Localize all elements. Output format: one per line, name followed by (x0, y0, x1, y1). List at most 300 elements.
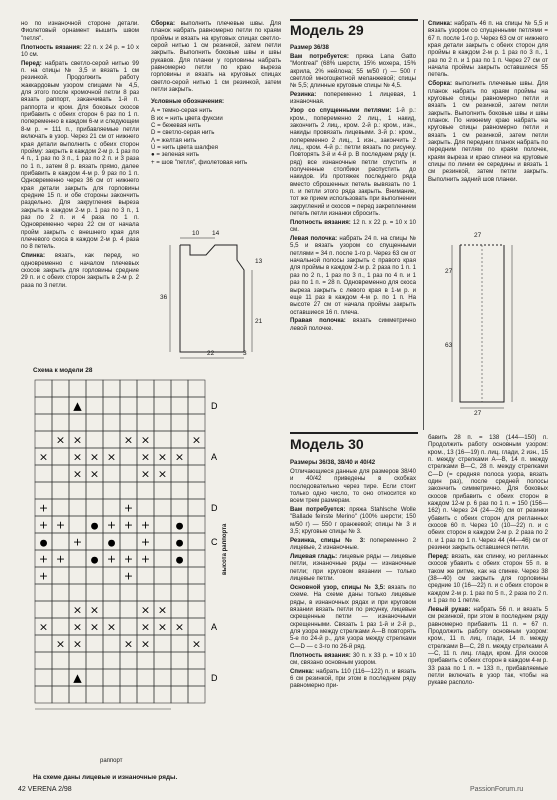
chart-cell (188, 465, 205, 482)
chart-cell (35, 414, 52, 431)
chart-symbol: + (123, 518, 134, 532)
chart-cell (171, 652, 188, 669)
chart-cell (103, 652, 120, 669)
chart-symbol: + (38, 569, 49, 583)
text-column-2 (151, 20, 281, 166)
paragraph-heading: Левая полочка: (290, 235, 338, 243)
model30-rule (290, 432, 418, 434)
chart-cell (86, 414, 103, 431)
model29-text (290, 44, 416, 334)
chart-symbol: + (123, 569, 134, 583)
chart-symbol: × (157, 467, 168, 481)
chart-cell (86, 380, 103, 397)
model30-continued (428, 434, 548, 688)
model29-continued (428, 20, 548, 185)
chart-cell (171, 465, 188, 482)
chart-cell (35, 652, 52, 669)
paragraph-heading: Вам потребуется: (290, 52, 349, 60)
model29-title: Модель 29 (290, 22, 364, 38)
chart-cell (120, 465, 137, 482)
chart-symbol: × (38, 620, 49, 634)
chart-cell (69, 686, 86, 703)
paragraph-heading: Спинка: (21, 252, 45, 260)
paragraph-text: попеременно 1 лицевая, 1 изнаночная. (290, 91, 416, 106)
chart-cell (69, 652, 86, 669)
chart-note: На схеме даны лицевые и изнаночные ряды. (33, 774, 178, 781)
paragraph (21, 252, 139, 289)
chart-symbol: × (157, 603, 168, 617)
chart-cell (52, 465, 69, 482)
chart-cell (69, 380, 86, 397)
chart-symbol: + (106, 552, 117, 566)
chart-cell (137, 380, 154, 397)
paragraph-text: 22 п. х 24 р. = 10 х 10 см. (21, 43, 139, 58)
paragraph-text: 1-й р.: кром., попеременно 2 лиц., 1 накид, закончить 2 лиц., кром. 2-й р.: кром., изн., накиды провязать лицевыми. 3-й р.: кром., попеременно 2 лиц., 1 изн., закончить 2 лиц., кром. 4-й р.: петли вязать по рисунку. Повторять 3-й и 4-й р. В последнем ряду (к. ряд) все изнаночные петли спустить и полученные столбики распустить до накидов. Из протяжек последнего ряда вместо сброшенных петель вывязать по 1 п. и петли этого ряда закрыть. Внимание, тот же прием использовать при выполнении закруглений и скосов = перед закреплением петель петли изнанки сбросить. (290, 107, 416, 218)
text-column-1 (21, 20, 139, 290)
chart-symbol: × (140, 467, 151, 481)
paragraph-text: 30 п. х 33 р. = 10 х 10 см, связано основным узором. (290, 651, 416, 666)
front-schema (160, 230, 263, 360)
chart-cell (120, 448, 137, 465)
chart-symbol: × (72, 620, 83, 634)
chart-cell (154, 669, 171, 686)
chart-cell (103, 584, 120, 601)
paragraph-text: Отличающиеся данные для размеров 38/40 и 40/42 приведены в скобках последовательно через тире. Если стоит только одно число, то оно относится ко всем трем размерам. (290, 467, 416, 505)
chart-cell (86, 652, 103, 669)
chart-cell (154, 380, 171, 397)
jacquard-chart (33, 378, 233, 763)
front-side-height: 21 (255, 318, 263, 325)
chart-cell (103, 635, 120, 652)
chart-cell (120, 652, 137, 669)
chart-symbol: ▲ (73, 671, 82, 685)
paragraph-text: набрать 110 (116—122) п. и вязать 6 см резинкой, при этом в последнем ряду равномерно при- (290, 667, 416, 690)
chart-cell (120, 533, 137, 550)
paragraph-text: бавить 28 п. = 138 (144—150) п. Продолжить работу основным узором: кром., 13 (16—19) п. лиц. глади, 2 изн., 15 п. между стрелками А—В, 14 п. между стрелками В—С, 28 п. между стрелками С—D (= средняя полоса узора, вязать один раз), после средней полосы закончить симметрично. Для боковых скосов прибавить с обеих сторон в каждом 12-м р. 6 раз по 1 п. = 150 (156—162) п. Через 24 (24—26) см от резинки убавить с обеих сторон для регланных скосов 60 п. Через 10 (10—22) п. и с обеих сторон в каждом 2-м р. 2 раза по 2 п. и 1 раз по 1 п. Через 44 (44—46) см от резинки закрыть оставшиеся петли. (428, 434, 548, 552)
paragraph-heading: Левый рукав: (428, 605, 471, 613)
chart-symbol: × (89, 450, 100, 464)
chart-symbol: × (72, 467, 83, 481)
chart-symbol: × (174, 450, 185, 464)
chart-cell (52, 618, 69, 635)
chart-symbol: ● (175, 555, 184, 566)
chart-symbol: × (72, 637, 83, 651)
chart-cell (188, 448, 205, 465)
front-bottom-hem: 3 (243, 350, 247, 357)
chart-cell (120, 686, 137, 703)
chart-cell (35, 397, 52, 414)
chart-cell (69, 499, 86, 516)
chart-title: Схема к модели 28 (33, 367, 93, 374)
paragraph-heading: Резинка: (290, 91, 317, 99)
chart-cell (52, 414, 69, 431)
chart-cell (154, 516, 171, 533)
chart-cell (35, 431, 52, 448)
chart-section-label: D (211, 673, 218, 683)
chart-symbol: + (140, 535, 151, 549)
chart-cell (52, 448, 69, 465)
chart-symbol: ● (90, 521, 99, 532)
paragraph-text: вязать симметрично левой полочке. (290, 317, 416, 332)
chart-symbol: × (106, 620, 117, 634)
chart-cell (86, 533, 103, 550)
back-schema (430, 240, 550, 420)
chart-cell (188, 533, 205, 550)
chart-symbol: + (55, 552, 66, 566)
legend-title: Условные обозначения: (151, 98, 225, 106)
paragraph (21, 44, 139, 59)
chart-symbol: + (140, 552, 151, 566)
rapport-label: раппорт (100, 758, 123, 764)
chart-symbol: ● (175, 521, 184, 532)
chart-cell (52, 669, 69, 686)
chart-cell (69, 584, 86, 601)
chart-cell (154, 652, 171, 669)
chart-section-label: C (211, 537, 218, 547)
chart-cell (137, 652, 154, 669)
model29-sizes: Размер 36/38 (290, 44, 329, 51)
chart-cell (52, 397, 69, 414)
paragraph-heading: Перед: (21, 59, 42, 67)
paragraph (428, 434, 548, 552)
paragraph (290, 107, 416, 217)
chart-cell (103, 567, 120, 584)
chart-cell (188, 397, 205, 414)
paragraph-heading: Сборка: (428, 80, 452, 88)
chart-cell (86, 482, 103, 499)
chart-cell (188, 550, 205, 567)
chart-cell (188, 584, 205, 601)
chart-cell (35, 380, 52, 397)
chart-cell (188, 380, 205, 397)
legend-item: Ú = нить цвета шалфея (151, 144, 218, 151)
chart-section-label: D (211, 401, 218, 411)
chart-cell (171, 380, 188, 397)
chart-cell (86, 499, 103, 516)
chart-cell (69, 567, 86, 584)
chart-cell (154, 635, 171, 652)
chart-cell (171, 397, 188, 414)
chart-cell (69, 414, 86, 431)
chart-cell (52, 584, 69, 601)
paragraph-heading: Правая полочка: (290, 317, 346, 325)
front-width-shoulder: 10 (192, 230, 200, 237)
chart-symbol: × (55, 433, 66, 447)
front-armhole-height: 13 (255, 258, 263, 265)
chart-cell (171, 499, 188, 516)
chart-cell (52, 482, 69, 499)
paragraph (290, 219, 416, 234)
chart-cell (69, 482, 86, 499)
chart-cell (52, 533, 69, 550)
paragraph-text: вязать, как перед, но одновременно с началом плечевых скосов закрыть для горловины средние 29 п. и с обеих сторон закрыть в 2-м р. 2 раза по 3 петли. (21, 252, 139, 289)
chart-cell (120, 414, 137, 431)
chart-cell (154, 431, 171, 448)
paragraph (290, 652, 416, 667)
chart-cell (86, 431, 103, 448)
paragraph-heading: Сборка: (151, 20, 175, 27)
chart-symbol: ▲ (73, 399, 82, 413)
paragraph (290, 506, 416, 535)
model29-rule (290, 19, 418, 21)
paragraph-text: выполнить плечевые швы. Для планок набрать равномерно петли по краям проймы и вязать на круговых спицах светло-серой нитью 1 см резинкой, затем петли закрыть. Выполнить боковые швы и швы рукавов. Для планки у горловины набрать равномерно петли по краю выреза горловины и вязать на круговых спицах светло-серой нитью 1 см резинкой, затем петли закрыть. (151, 20, 281, 94)
chart-cell (171, 414, 188, 431)
paragraph-heading: Плотность вязания: (21, 43, 82, 51)
paragraph (290, 91, 416, 106)
chart-cell (120, 618, 137, 635)
legend-item: Λ = желтая нить (151, 136, 197, 144)
chart-cell (103, 482, 120, 499)
chart-symbol: × (89, 603, 100, 617)
paragraph (428, 553, 548, 604)
chart-cell (154, 567, 171, 584)
chart-cell (188, 567, 205, 584)
legend-list (151, 107, 281, 166)
paragraph (290, 537, 416, 552)
chart-cell (35, 601, 52, 618)
chart-cell (171, 431, 188, 448)
chart-cell (86, 669, 103, 686)
chart-cell (120, 482, 137, 499)
paragraph-text: вязать, как спинку, но регланных скосов убавить с обеих сторон 55 п. в таком же ритме, как на спинке. Через 38 (38—40) см закрыть для горловины средние 10 (16—22) п. и с обеих сторон в каждом 2-м р. 1 раз по 5 п., 2 раза по 2 п. и 1 раз по 1 петле. (428, 553, 548, 605)
column-divider (423, 20, 424, 430)
chart-cell (103, 465, 120, 482)
chart-cell (188, 516, 205, 533)
chart-symbol: + (72, 535, 83, 549)
chart-cell (137, 567, 154, 584)
chart-symbol: × (123, 433, 134, 447)
paragraph (290, 235, 416, 316)
paragraph (290, 468, 416, 505)
chart-cell (188, 686, 205, 703)
back-side-upper: 27 (445, 268, 453, 275)
chart-symbol: × (55, 637, 66, 651)
chart-symbol: ● (90, 555, 99, 566)
chart-cell (188, 414, 205, 431)
chart-cell (171, 584, 188, 601)
chart-cell (35, 669, 52, 686)
paragraph-heading: Плотность вязания: (290, 218, 351, 226)
chart-cell (103, 431, 120, 448)
chart-symbol: × (140, 603, 151, 617)
chart-cell (103, 380, 120, 397)
chart-cell (188, 499, 205, 516)
chart-cell (171, 686, 188, 703)
chart-cell (188, 601, 205, 618)
paragraph-heading: Лицевая гладь: (290, 553, 338, 561)
chart-cell (188, 669, 205, 686)
chart-symbol: + (55, 518, 66, 532)
chart-cell (103, 601, 120, 618)
chart-cell (154, 482, 171, 499)
chart-symbol: × (191, 637, 202, 651)
paragraph-text: попеременно 2 лицевые, 2 изнаночные. (290, 536, 416, 552)
chart-symbol: ● (39, 538, 48, 549)
chart-symbol: + (38, 501, 49, 515)
rapport-height-label: высота раппорта (222, 523, 228, 575)
chart-section-label: A (211, 452, 218, 462)
paragraph-heading: Основной узор, спицы № 3,5: (290, 584, 386, 591)
chart-symbol: × (89, 620, 100, 634)
chart-cell (137, 482, 154, 499)
page-footer: 42 VERENA 2/98 (18, 786, 72, 793)
chart-cell (171, 601, 188, 618)
chart-cell (103, 414, 120, 431)
chart-cell (52, 601, 69, 618)
paragraph (428, 80, 548, 183)
chart-symbol: + (38, 518, 49, 532)
paragraph-text: пряжа Lana Gatto "Montreal" (68% шерсти, 15% мохера, 15% акрила, 2% нейлона; 55 м/50 г) — 500 г светлой многоцветной меланжевой; спицы № 5,5; длинные круговые спицы № 4,5. (290, 52, 416, 90)
chart-cell (171, 567, 188, 584)
model30-title: Модель 30 (290, 436, 364, 452)
chart-symbol: × (106, 450, 117, 464)
paragraph (21, 20, 139, 42)
chart-cell (69, 516, 86, 533)
chart-cell (188, 618, 205, 635)
chart-cell (137, 584, 154, 601)
chart-cell (35, 686, 52, 703)
legend-item: А = темно-серая нить (151, 107, 213, 115)
paragraph-text: выполнить плечевые швы. Для планок набрать по краям проймы на круговые спицы равномерно петли и вязать 1 см резинкой, затем петли закрыть. Выполнить боковые швы и швы планок. По нижнему краю набрать на круговые спицы равномерно петли и вязать 1 см резинкой, затем петли закрыть. Для передних планок набрать по передним петлям по краям полочек, краям выреза и краю спинки на круговые спицы по линии ее середины и вязать 1 см резинкой, затем петли закрыть. Выполнить задний шов планки. (428, 80, 548, 183)
chart-symbol: ● (107, 538, 116, 549)
chart-cell (86, 686, 103, 703)
chart-symbol: × (191, 433, 202, 447)
chart-cell (35, 482, 52, 499)
chart-symbol: × (72, 433, 83, 447)
chart-symbol: × (140, 637, 151, 651)
paragraph (428, 20, 548, 79)
paragraph-heading: Резинка, спицы № 3: (290, 536, 366, 544)
legend-item: D = светло-серая нить (151, 129, 215, 137)
paragraph-text: лицевые ряды — лицевые петли, изнаночные ряды — изнаночные петли; при круговом вязании — только лицевые петли. (290, 553, 416, 583)
chart-symbol: × (157, 450, 168, 464)
paragraph-text: вязать по схеме. На схеме даны только лицевые ряды, в изнаночных рядах и при круговом вязании вязать петли по рисунку, лицевые скрещенные петли — изнаночными скрещенными. Связать 1 раз 1-й и 2-й р., для узора между стрелками А—В повторять 5-е по 24-й р., для узора между стрелками С—D — с 3-го по 26-й ряд. (290, 584, 416, 650)
chart-cell (137, 414, 154, 431)
paragraph-text: набрать светло-серой нитью 99 п. на спицы № 3,5 и вязать 1 см резинкой. Продолжить работу жаккардовым узором спицами № 4,5, для этого после кромочной петли 8 раз вязать раппорт, заканчивать 1-й п. раппорта и кром. Для боковых скосов прибавить с обеих сторон 6 раз по 1 п. попеременно в каждом 6-м и следующем 8-м р. = 111 п., прибавляемые петли включать в узор. Через 21 см от нижнего края детали выполнить с обеих сторон пройму: закрыть в каждом 2-м р. 1 раз по 4 п., 1 раз по 3 п., 1 раз по 2 п. и 3 раза по 1 п., затем 8 р. вязать прямо, далее прибавить в каждом 4-м р. 9 раз по 1 п. Одновременно через 36 см от нижнего края детали закрыть для горловины средние 15 п. и обе стороны закончить раздельно. Для закругления выреза закрыть в каждом 2-м р. 1 раз по 3 п., 1 раз по 2 п. и 4 раза по 1 п. Одновременно через 22 см от начала пройм закрыть с внешнего края для плечевого скоса в каждом 2-м р. 4 раза по 8 петель. (21, 59, 139, 251)
paragraph-text: набрать 46 п. на спицы № 5,5 и вязать узором со спущенными петлями = 67 п. после 1-го р. Через 63 см от нижнего края детали закрыть с обеих сторон для проймы в каждом 2-м р. 1 раз по 3 п., 1 раз по 2 п. и 1 раз по 1 п. Через 27 см от начала проймы закрыть оставшиеся 55 петель. (428, 20, 548, 79)
chart-cell (137, 397, 154, 414)
watermark: PassionForum.ru (470, 786, 524, 793)
chart-cell (52, 567, 69, 584)
chart-cell (120, 397, 137, 414)
paragraph (151, 20, 281, 93)
paragraph-heading: Вам потребуется: (290, 506, 346, 514)
chart-cell (154, 533, 171, 550)
paragraph-text: 12 п. х 22 р. = 10 х 10 см. (290, 218, 416, 234)
chart-cell (69, 550, 86, 567)
chart-symbol: × (174, 620, 185, 634)
chart-cell (52, 380, 69, 397)
chart-symbol: + (106, 518, 117, 532)
chart-symbol: × (123, 637, 134, 651)
model30-sizes: Размеры 36/38, 38/40 и 40/42 (290, 459, 376, 466)
paragraph (290, 317, 416, 332)
chart-cell (52, 652, 69, 669)
paragraph-heading: Плотность вязания: (290, 651, 351, 659)
chart-cell (120, 584, 137, 601)
chart-cell (154, 584, 171, 601)
paragraph-text: но по изнаночной стороне детали. Фиолетовый орнамент вышить швом "петля". (21, 20, 139, 42)
chart-cell (171, 482, 188, 499)
paragraph (428, 606, 548, 687)
chart-cell (35, 584, 52, 601)
chart-symbol: × (157, 620, 168, 634)
legend-item: + = шов "петля", фиолетовая нить (151, 158, 248, 166)
chart-cell (137, 686, 154, 703)
paragraph (290, 668, 416, 690)
chart-cell (86, 397, 103, 414)
model30-text (290, 459, 416, 691)
chart-cell (103, 499, 120, 516)
chart-cell (137, 499, 154, 516)
chart-symbol: × (140, 433, 151, 447)
chart-cell (154, 397, 171, 414)
chart-cell (154, 686, 171, 703)
paragraph-text: набрать 24 п. на спицы № 5,5 и вязать узором со спущенными петлями = 34 п. после 1-го р. Через 63 см от начальной полосы закрыть с правого края для проймы в каждом 2-м р. 2 раза по 1 п. 1 раз по 2 п., 1 раз по 3 п., 1 раз по 4 п. и 1 раз по 1 п. = 28 п. Одновременно для скоса выреза закрыть с левого края в 1-м р. и еще 11 раз в каждом 4-м р. по 1 п. На высоте 27 см от начала проймы закрыть оставшиеся 16 п. плеча. (290, 235, 416, 316)
chart-cell (120, 380, 137, 397)
chart-cell (120, 669, 137, 686)
chart-symbol: + (140, 518, 151, 532)
back-side-lower: 63 (445, 342, 453, 349)
chart-cell (120, 601, 137, 618)
paragraph-heading: Спинка: (428, 20, 452, 27)
chart-symbol: + (123, 501, 134, 515)
back-bottom-width: 27 (474, 410, 482, 417)
chart-section-label: A (211, 622, 218, 632)
chart-cell (188, 652, 205, 669)
legend-item: C = бежевая нить (151, 121, 201, 129)
paragraph (290, 553, 416, 582)
chart-symbol: × (89, 467, 100, 481)
chart-cell (52, 499, 69, 516)
chart-symbol: ● (175, 538, 184, 549)
chart-cell (86, 584, 103, 601)
legend-item: ● = зеленая нить (151, 151, 199, 159)
chart-symbol: × (140, 620, 151, 634)
chart-cell (154, 414, 171, 431)
paragraph (21, 60, 139, 251)
chart-cell (154, 499, 171, 516)
chart-cell (171, 635, 188, 652)
chart-cell (86, 635, 103, 652)
chart-cell (154, 550, 171, 567)
chart-cell (137, 669, 154, 686)
paragraph-heading: Перед: (428, 553, 449, 560)
chart-cell (52, 686, 69, 703)
front-width-neck: 14 (212, 230, 220, 237)
chart-cell (103, 686, 120, 703)
back-top-width: 27 (474, 232, 482, 239)
chart-cell (171, 669, 188, 686)
paragraph-text: набрать 56 п. и вязать 5 см резинкой, при этом в последнем ряду равномерно прибавить 11 п. = 67 п. Продолжить работу основным узором: кром., 11 п. лиц. глади, 14 п. между стрелками В—С, 28 п. между стрелками А—С, 11 п. лиц. глади, кром. Для скосов прибавить с обеих сторон в каждом 4-м р. 33 раза по 1 п. = 133 п., прибавляемые петли включать в узор так, чтобы на рукаве располо- (428, 605, 548, 687)
chart-cell (103, 397, 120, 414)
front-height: 36 (160, 294, 168, 301)
paragraph (290, 584, 416, 650)
chart-symbol: × (140, 450, 151, 464)
chart-symbol: × (38, 450, 49, 464)
chart-section-label: D (211, 503, 218, 513)
chart-cell (35, 635, 52, 652)
chart-cell (86, 567, 103, 584)
front-bottom-width: 22 (207, 350, 215, 357)
chart-cell (35, 465, 52, 482)
chart-symbol: + (38, 552, 49, 566)
chart-symbol: × (72, 603, 83, 617)
chart-cell (188, 482, 205, 499)
paragraph (290, 53, 416, 90)
paragraph-heading: Спинка: (290, 667, 314, 675)
chart-cell (103, 669, 120, 686)
